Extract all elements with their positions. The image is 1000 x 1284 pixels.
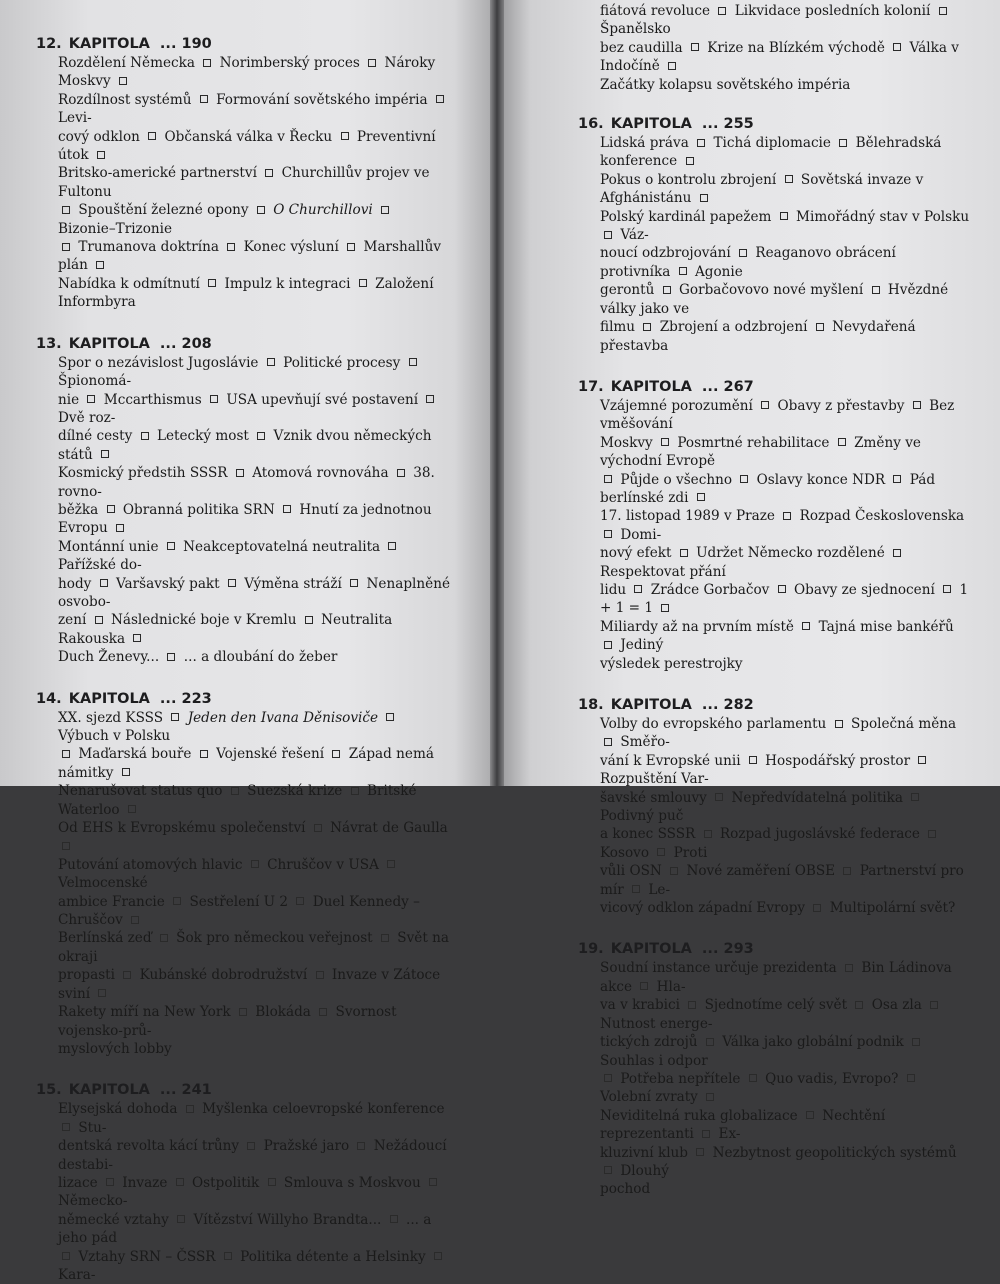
- separator-square-icon: [62, 243, 70, 251]
- italic-title: Jeden den Ivana Děnisoviče: [187, 709, 379, 726]
- separator-square-icon: [351, 787, 359, 795]
- separator-square-icon: [436, 95, 444, 103]
- separator-square-icon: [409, 358, 417, 366]
- separator-square-icon: [661, 438, 669, 446]
- toc-entry-line: vůli OSN Nové zaměření OBSE Partnerství pro mír Le-: [600, 863, 964, 898]
- separator-square-icon: [141, 432, 149, 440]
- toc-entry-line: va v krabici Sjednotíme celý svět Osa zla Nutnost energe-: [600, 996, 970, 1033]
- separator-square-icon: [177, 1215, 185, 1223]
- chapter-heading: [578, 939, 970, 959]
- separator-square-icon: [778, 585, 786, 593]
- separator-square-icon: [97, 151, 105, 159]
- chapter-17: [578, 377, 970, 673]
- toc-entry-line: myslových lobby: [58, 1040, 172, 1057]
- chapter-number: 13.: [36, 335, 67, 352]
- separator-square-icon: [62, 1252, 70, 1260]
- separator-square-icon: [634, 585, 642, 593]
- chapter-label: KAPITOLA: [68, 335, 150, 352]
- toc-entry-line: ambice Francie Sestřelení U 2 Duel Kennedy – Chruščov: [58, 893, 420, 929]
- separator-square-icon: [296, 897, 304, 905]
- separator-square-icon: [381, 206, 389, 214]
- separator-square-icon: [697, 139, 705, 147]
- separator-square-icon: [718, 7, 726, 15]
- separator-square-icon: [387, 860, 395, 868]
- separator-square-icon: [116, 524, 124, 532]
- chapter-label: KAPITOLA: [610, 941, 692, 958]
- toc-entry-line: nový efekt Udržet Německo rozdělené Respektovat přání: [600, 544, 970, 581]
- separator-square-icon: [228, 579, 236, 587]
- separator-square-icon: [107, 505, 115, 513]
- separator-square-icon: [806, 1111, 814, 1119]
- separator-square-icon: [347, 243, 355, 251]
- toc-entry-line: Trumanova doktrína Konec výsluní Marshallův plán: [58, 239, 442, 274]
- separator-square-icon: [359, 279, 367, 287]
- separator-square-icon: [661, 604, 669, 612]
- separator-square-icon: [657, 848, 665, 856]
- toc-entry-line: Montánní unie Neakceptovatelná neutralita Pařížské do-: [58, 538, 450, 575]
- separator-square-icon: [706, 1093, 714, 1101]
- separator-square-icon: [855, 1001, 863, 1009]
- separator-square-icon: [341, 132, 349, 140]
- separator-square-icon: [231, 787, 239, 795]
- separator-square-icon: [236, 469, 244, 477]
- toc-entry-line: Miliardy až na prvním místě Tajná mise bankéřů Jediný: [600, 618, 954, 654]
- separator-square-icon: [686, 157, 694, 165]
- separator-square-icon: [148, 132, 156, 140]
- chapter-15-continuation: [578, 2, 970, 94]
- toc-entry-line: Berlínská zeď Šok pro německou veřejnost Svět na okraji: [58, 930, 449, 965]
- separator-square-icon: [96, 261, 104, 269]
- separator-square-icon: [749, 756, 757, 764]
- separator-square-icon: [210, 395, 218, 403]
- separator-square-icon: [604, 530, 612, 538]
- separator-square-icon: [930, 1001, 938, 1009]
- chapter-label: KAPITOLA: [610, 378, 692, 395]
- toc-entry-line: Volby do evropského parlamentu Společná měna Směřo-: [600, 716, 957, 751]
- separator-square-icon: [62, 750, 70, 758]
- separator-square-icon: [257, 432, 265, 440]
- toc-entry-line: vicový odklon západní Evropy Multipolární svět?: [600, 900, 956, 917]
- separator-square-icon: [604, 1074, 612, 1082]
- toc-entry-line: šavské smlouvy Nepředvídatelná politika Podivný puč: [600, 789, 970, 826]
- separator-square-icon: [268, 1178, 276, 1186]
- separator-square-icon: [893, 43, 901, 51]
- separator-square-icon: [670, 867, 678, 875]
- separator-square-icon: [816, 323, 824, 331]
- separator-square-icon: [691, 43, 699, 51]
- toc-entry-line: Rozdílnost systémů Formování sovětského impéria Levi-: [58, 91, 450, 128]
- chapter-page-number: ... 282: [701, 697, 754, 713]
- separator-square-icon: [101, 450, 109, 458]
- toc-entry-line: lidu Zrádce Gorbačov Obavy ze sjednocení 1 + 1 = 1: [600, 581, 969, 617]
- toc-entry-line: lizace Invaze Ostpolitik Smlouva s Moskvou Německo-: [58, 1174, 450, 1211]
- toc-entry-line: bez caudilla Krize na Blízkém východě Válka v Indočíně: [600, 39, 959, 75]
- toc-entry-line: Duch Ženevy... ... a dloubání do žeber: [58, 649, 338, 666]
- separator-square-icon: [604, 231, 612, 239]
- chapter-heading: [36, 1080, 450, 1100]
- toc-entry-line: Potřeba nepřítele Quo vadis, Evropo? Volební zvraty: [600, 1070, 970, 1107]
- separator-square-icon: [128, 805, 136, 813]
- toc-entry-line: běžka Obranná politika SRN Hnutí za jednotnou Evropu: [58, 501, 432, 537]
- separator-square-icon: [203, 59, 211, 67]
- chapter-19: [578, 939, 970, 1198]
- toc-entry-line: filmu Zbrojení a odzbrojení Nevydařená přestavba: [600, 319, 916, 354]
- toc-entry-line: Maďarská bouře Vojenské řešení Západ nemá námitky: [58, 746, 434, 781]
- toc-entry-line: dílné cesty Letecký most Vznik dvou německých států: [58, 428, 432, 463]
- separator-square-icon: [247, 1142, 255, 1150]
- separator-square-icon: [305, 616, 313, 624]
- separator-square-icon: [802, 622, 810, 630]
- separator-square-icon: [700, 194, 708, 202]
- chapter-page-number: ... 208: [159, 335, 212, 352]
- separator-square-icon: [783, 512, 791, 520]
- chapter-number: 15.: [36, 1082, 67, 1099]
- toc-entry-line: německé vztahy Vítězství Willyho Brandta... ... a jeho pád: [58, 1211, 432, 1247]
- toc-entry-line: Vztahy SRN – ČSSR Politika détente a Helsinky Kara-: [58, 1248, 450, 1284]
- separator-square-icon: [845, 964, 853, 972]
- toc-entry-line: dentská revolta kácí trůny Pražské jaro Nežádoucí destabi-: [58, 1138, 447, 1173]
- toc-entry-line: Polský kardinál papežem Mimořádný stav v Polsku Váz-: [600, 208, 970, 244]
- separator-square-icon: [208, 279, 216, 287]
- separator-square-icon: [251, 860, 259, 868]
- chapter-page-number: ... 190: [159, 36, 212, 52]
- separator-square-icon: [200, 750, 208, 758]
- toc-entry-line: propasti Kubánské dobrodružství Invaze v Zátoce sviní: [58, 967, 441, 1002]
- separator-square-icon: [283, 505, 291, 513]
- separator-square-icon: [911, 793, 919, 801]
- separator-square-icon: [186, 1105, 194, 1113]
- separator-square-icon: [368, 59, 376, 67]
- chapter-page-number: ... 241: [159, 1082, 212, 1099]
- separator-square-icon: [706, 1038, 714, 1046]
- right-page: [500, 0, 1000, 1198]
- toc-entry-line: Britsko-americké partnerství Churchillův projev ve Fultonu: [58, 165, 430, 200]
- separator-square-icon: [696, 1148, 704, 1156]
- separator-square-icon: [397, 469, 405, 477]
- toc-entry-line: hody Varšavský pakt Výměna stráží Nenaplněné osvobo-: [58, 575, 450, 610]
- toc-entry-line: a konec SSSR Rozpad jugoslávské federace Kosovo Proti: [600, 825, 970, 862]
- chapter-number: 17.: [578, 378, 609, 395]
- toc-entry-line: Moskvy Posmrtné rehabilitace Změny ve východní Evropě: [600, 434, 921, 470]
- separator-square-icon: [680, 549, 688, 557]
- chapter-page-number: ... 293: [701, 941, 754, 958]
- separator-square-icon: [702, 1130, 710, 1138]
- separator-square-icon: [227, 243, 235, 251]
- separator-square-icon: [357, 1142, 365, 1150]
- toc-entry-line: XX. sjezd KSSS Jeden den Ivana Děnisoviče Výbuch v Polsku: [58, 709, 450, 746]
- chapter-heading: [36, 34, 450, 54]
- chapter-number: 16.: [578, 116, 609, 133]
- separator-square-icon: [200, 95, 208, 103]
- toc-entry-line: gerontů Gorbačovovo nové myšlení Hvězdné války jako ve: [600, 282, 949, 317]
- chapter-label: KAPITOLA: [68, 36, 150, 52]
- separator-square-icon: [87, 395, 95, 403]
- separator-square-icon: [785, 175, 793, 183]
- separator-square-icon: [839, 139, 847, 147]
- separator-square-icon: [697, 493, 705, 501]
- separator-square-icon: [918, 756, 926, 764]
- toc-entry-line: fiátová revoluce Likvidace posledních kolonií Španělsko: [600, 2, 970, 39]
- separator-square-icon: [173, 897, 181, 905]
- separator-square-icon: [688, 1001, 696, 1009]
- chapter-heading: [578, 695, 970, 715]
- toc-entry-line: Spor o nezávislost Jugoslávie Politické procesy Špionomá-: [58, 354, 450, 391]
- separator-square-icon: [388, 542, 396, 550]
- separator-square-icon: [390, 1215, 398, 1223]
- separator-square-icon: [704, 830, 712, 838]
- chapter-number: 18.: [578, 697, 609, 713]
- toc-entry-line: pochod: [600, 1181, 651, 1198]
- separator-square-icon: [835, 720, 843, 728]
- separator-square-icon: [119, 77, 127, 85]
- toc-entry-line: Pokus o kontrolu zbrojení Sovětská invaze v Afghánistánu: [600, 171, 924, 207]
- separator-square-icon: [893, 549, 901, 557]
- toc-entry-line: Soudní instance určuje prezidenta Bin Ládinova akce Hla-: [600, 960, 952, 995]
- toc-entry-line: Neviditelná ruka globalizace Nechtění reprezentanti Ex-: [600, 1107, 886, 1143]
- separator-square-icon: [257, 206, 265, 214]
- separator-square-icon: [62, 206, 70, 214]
- separator-square-icon: [640, 982, 648, 990]
- book-gutter: [490, 0, 504, 786]
- toc-entry-line: Putování atomových hlavic Chruščov v USA Velmocenské: [58, 856, 450, 893]
- separator-square-icon: [939, 7, 947, 15]
- chapter-label: KAPITOLA: [68, 690, 150, 707]
- separator-square-icon: [267, 358, 275, 366]
- separator-square-icon: [95, 616, 103, 624]
- chapter-page-number: ... 255: [701, 116, 754, 133]
- chapter-14: [36, 689, 450, 1059]
- separator-square-icon: [176, 1178, 184, 1186]
- left-page: [0, 0, 494, 1283]
- separator-square-icon: [780, 212, 788, 220]
- separator-square-icon: [679, 267, 687, 275]
- separator-square-icon: [239, 1008, 247, 1016]
- separator-square-icon: [843, 867, 851, 875]
- toc-entry-line: tických zdrojů Válka jako globální podnik Souhlas i odpor: [600, 1033, 970, 1070]
- toc-entry-line: zení Následnické boje v Kremlu Neutralita Rakouska: [58, 612, 393, 647]
- toc-entry-line: cový odklon Občanská válka v Řecku Preventivní útok: [58, 128, 436, 164]
- separator-square-icon: [106, 1178, 114, 1186]
- toc-entry-line: Půjde o všechno Oslavy konce NDR Pád berlínské zdi: [600, 471, 936, 506]
- separator-square-icon: [838, 438, 846, 446]
- toc-entry-line: Začátky kolapsu sovětského impéria: [600, 76, 851, 93]
- separator-square-icon: [907, 1074, 915, 1082]
- separator-square-icon: [604, 738, 612, 746]
- toc-entry-line: noucí odzbrojování Reaganovo obrácení protivníka Agonie: [600, 245, 896, 280]
- separator-square-icon: [943, 585, 951, 593]
- separator-square-icon: [604, 1166, 612, 1174]
- separator-square-icon: [604, 641, 612, 649]
- separator-square-icon: [122, 768, 130, 776]
- chapter-12: [36, 34, 450, 312]
- separator-square-icon: [386, 713, 394, 721]
- chapter-heading: [36, 334, 450, 354]
- italic-title: O Churchillovi: [273, 202, 373, 219]
- chapter-15: [36, 1080, 450, 1284]
- separator-square-icon: [123, 971, 131, 979]
- separator-square-icon: [434, 1252, 442, 1260]
- separator-square-icon: [100, 579, 108, 587]
- separator-square-icon: [739, 249, 747, 257]
- separator-square-icon: [429, 1178, 437, 1186]
- separator-square-icon: [171, 713, 179, 721]
- toc-entry-line: Elysejská dohoda Myšlenka celoevropské konference Stu-: [58, 1101, 445, 1136]
- chapter-page-number: ... 223: [159, 690, 212, 707]
- separator-square-icon: [632, 885, 640, 893]
- separator-square-icon: [332, 750, 340, 758]
- separator-square-icon: [761, 401, 769, 409]
- separator-square-icon: [426, 395, 434, 403]
- separator-square-icon: [604, 475, 612, 483]
- chapter-page-number: ... 267: [701, 378, 754, 395]
- toc-entry-line: kluzivní klub Nezbytnost geopolitických systémů Dlouhý: [600, 1144, 957, 1179]
- separator-square-icon: [265, 169, 273, 177]
- chapter-number: 12.: [36, 36, 67, 52]
- separator-square-icon: [381, 934, 389, 942]
- toc-entry-line: 17. listopad 1989 v Praze Rozpad Československa Domi-: [600, 508, 965, 543]
- separator-square-icon: [749, 1074, 757, 1082]
- chapter-number: 19.: [578, 941, 609, 958]
- chapter-heading: [578, 114, 970, 134]
- separator-square-icon: [715, 793, 723, 801]
- separator-square-icon: [928, 830, 936, 838]
- separator-square-icon: [663, 286, 671, 294]
- separator-square-icon: [62, 1123, 70, 1131]
- separator-square-icon: [316, 971, 324, 979]
- separator-square-icon: [224, 1252, 232, 1260]
- separator-square-icon: [350, 579, 358, 587]
- separator-square-icon: [167, 542, 175, 550]
- toc-entry-line: Rozdělení Německa Norimberský proces Nároky Moskvy: [58, 55, 436, 90]
- chapter-heading: [36, 689, 450, 709]
- toc-entry-line: Nabídka k odmítnutí Impulz k integraci Založení Informbyra: [58, 275, 434, 311]
- separator-square-icon: [913, 401, 921, 409]
- separator-square-icon: [167, 653, 175, 661]
- chapter-13: [36, 334, 450, 667]
- separator-square-icon: [893, 475, 901, 483]
- separator-square-icon: [872, 286, 880, 294]
- chapter-number: 14.: [36, 690, 67, 707]
- chapter-label: KAPITOLA: [610, 116, 692, 133]
- chapter-label: KAPITOLA: [610, 697, 692, 713]
- toc-entry-line: Od EHS k Evropskému společenství Návrat de Gaulla: [58, 819, 450, 856]
- chapter-16: [578, 114, 970, 355]
- separator-square-icon: [98, 989, 106, 997]
- toc-entry-line: nie Mccarthismus USA upevňují své postavení Dvě roz-: [58, 391, 450, 428]
- toc-entry-line: Nenarušovat status quo Suezská krize Britské Waterloo: [58, 783, 417, 818]
- separator-square-icon: [133, 634, 141, 642]
- chapter-18: [578, 695, 970, 917]
- toc-entry-line: Vzájemné porozumění Obavy z přestavby Bez vměšování: [600, 397, 955, 433]
- separator-square-icon: [740, 475, 748, 483]
- separator-square-icon: [131, 916, 139, 924]
- separator-square-icon: [643, 323, 651, 331]
- separator-square-icon: [668, 62, 676, 70]
- toc-entry-line: Spouštění železné opony O Churchillovi Bizonie–Trizonie: [58, 201, 450, 238]
- separator-square-icon: [912, 1038, 920, 1046]
- separator-square-icon: [813, 904, 821, 912]
- separator-square-icon: [160, 934, 168, 942]
- chapter-label: KAPITOLA: [68, 1082, 150, 1099]
- separator-square-icon: [62, 842, 70, 850]
- toc-entry-line: Lidská práva Tichá diplomacie Bělehradská konference: [600, 135, 942, 170]
- toc-entry-line: Kosmický předstih SSSR Atomová rovnováha 38. rovno-: [58, 465, 435, 500]
- separator-square-icon: [319, 1008, 327, 1016]
- separator-square-icon: [314, 824, 322, 832]
- toc-entry-line: vání k Evropské unii Hospodářský prostor Rozpuštění Var-: [600, 752, 970, 789]
- toc-entry-line: výsledek perestrojky: [600, 655, 743, 672]
- chapter-heading: [578, 377, 970, 397]
- toc-entry-line: Rakety míří na New York Blokáda Svornost vojensko-prů-: [58, 1004, 397, 1039]
